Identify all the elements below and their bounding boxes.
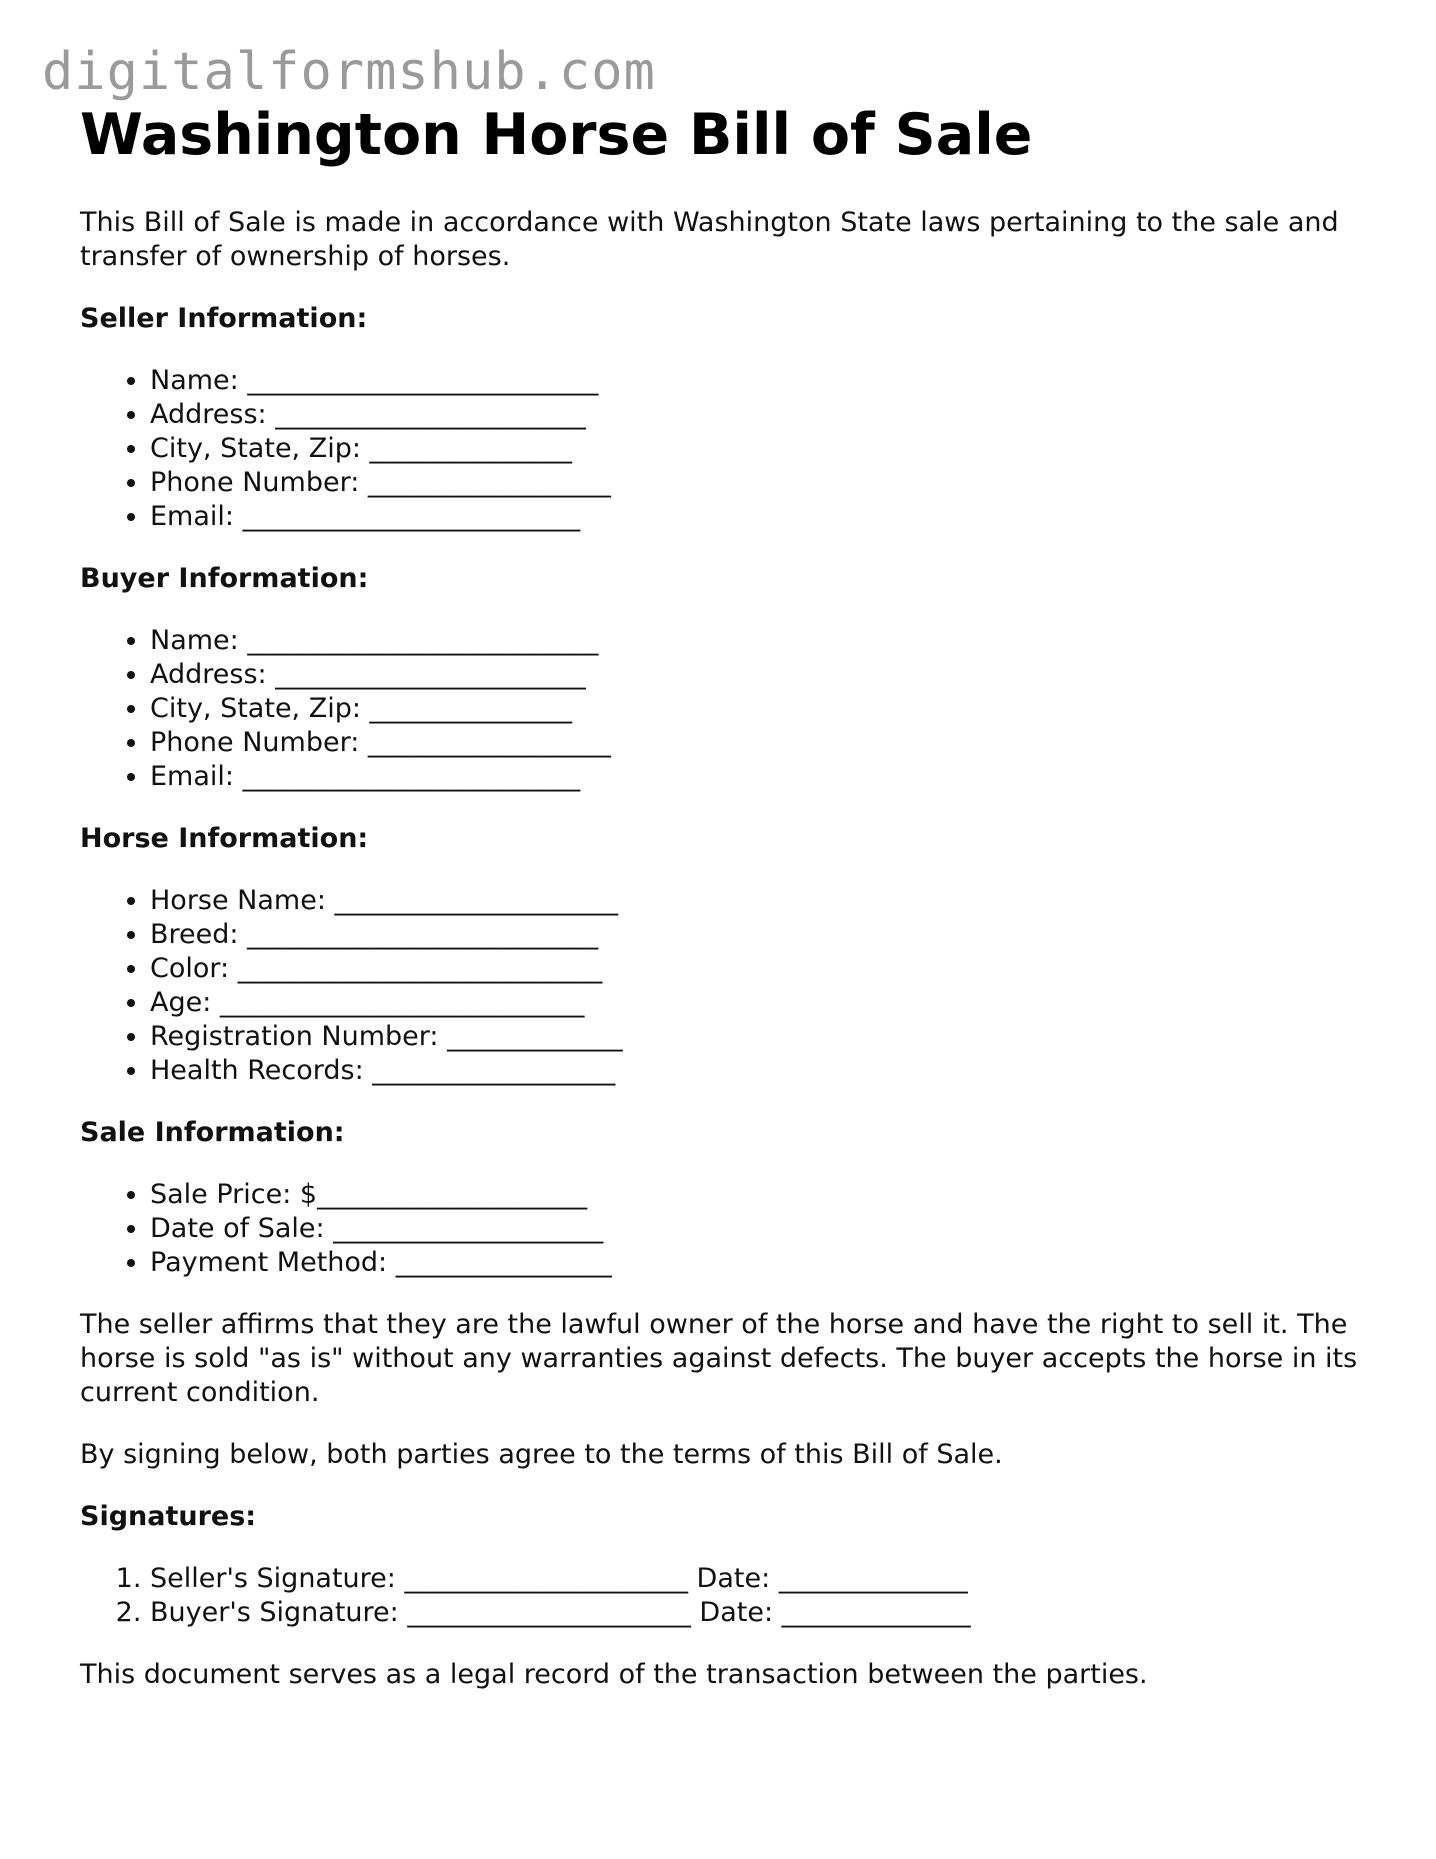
horse-name-field[interactable]: • Horse Name: _____________________ (150, 884, 1360, 918)
watermark: digitalformshub.com (42, 42, 656, 102)
buyer-city-state-zip-field[interactable]: • City, State, Zip: _______________ (150, 692, 1360, 726)
sale-list (80, 1178, 1360, 1280)
page-title: Washington Horse Bill of Sale (80, 102, 1033, 168)
horse-registration-number-field[interactable]: • Registration Number: _____________ (150, 1020, 1360, 1054)
payment-method-field[interactable]: • Payment Method: ________________ (150, 1246, 1360, 1280)
seller-name-field[interactable]: • Name: __________________________ (150, 364, 1360, 398)
affirmation-paragraph: The seller affirms that they are the lawful owner of the horse and have the right to sell it. The horse is sold "as is" without any warranties against defects. The buyer accepts the horse in its current condition. (80, 1309, 1358, 1408)
sale-date-field[interactable]: • Date of Sale: ____________________ (150, 1212, 1360, 1246)
horse-heading: Horse Information: (80, 823, 369, 854)
horse-health-records-field[interactable]: • Health Records: __________________ (150, 1054, 1360, 1088)
signatures-heading: Signatures: (80, 1501, 257, 1532)
seller-signature-line[interactable]: 1. Seller's Signature: _____________________ Date: ______________ (150, 1562, 1360, 1596)
buyer-phone-field[interactable]: • Phone Number: __________________ (150, 726, 1360, 760)
sale-heading: Sale Information: (80, 1117, 345, 1148)
agreement-paragraph: By signing below, both parties agree to the terms of this Bill of Sale. (80, 1439, 1003, 1470)
horse-color-field[interactable]: • Color: ___________________________ (150, 952, 1360, 986)
buyer-email-field[interactable]: • Email: _________________________ (150, 760, 1360, 794)
intro-paragraph: This Bill of Sale is made in accordance with Washington State laws pertaining to the sale and transfer of ownership of horses. (80, 207, 1339, 272)
seller-city-state-zip-field[interactable]: • City, State, Zip: _______________ (150, 432, 1360, 466)
document-body (80, 206, 1360, 1720)
seller-phone-field[interactable]: • Phone Number: __________________ (150, 466, 1360, 500)
buyer-signature-line[interactable]: 2. Buyer's Signature: _____________________ Date: ______________ (150, 1596, 1360, 1630)
buyer-heading: Buyer Information: (80, 563, 369, 594)
sale-price-field[interactable]: • Sale Price: $____________________ (150, 1178, 1360, 1212)
closing-paragraph: This document serves as a legal record of the transaction between the parties. (80, 1659, 1148, 1690)
seller-heading: Seller Information: (80, 303, 368, 334)
seller-address-field[interactable]: • Address: _______________________ (150, 398, 1360, 432)
buyer-name-field[interactable]: • Name: __________________________ (150, 624, 1360, 658)
horse-breed-field[interactable]: • Breed: __________________________ (150, 918, 1360, 952)
seller-email-field[interactable]: • Email: _________________________ (150, 500, 1360, 534)
buyer-list (80, 624, 1360, 794)
signatures-list (80, 1562, 1360, 1630)
buyer-address-field[interactable]: • Address: _______________________ (150, 658, 1360, 692)
horse-list (80, 884, 1360, 1088)
seller-list (80, 364, 1360, 534)
horse-age-field[interactable]: • Age: ___________________________ (150, 986, 1360, 1020)
